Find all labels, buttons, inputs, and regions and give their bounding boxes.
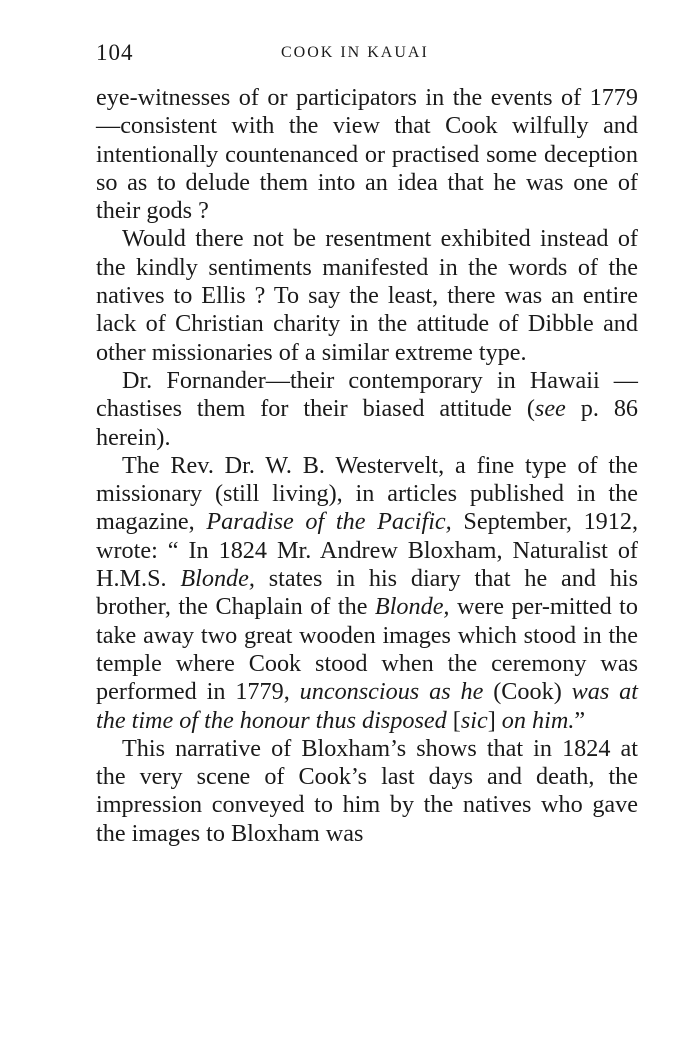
paragraph-4 — [96, 452, 638, 735]
paragraph-4-italic-quote-1: unconscious as he — [299, 678, 484, 706]
paragraph-4-italic-sic: sic — [460, 706, 488, 734]
paragraph-5: This narrative of Bloxham’s shows that in 1824 at the very scene of Cook’s last days and death, the impression conveyed to him by the natives who gave the images to Bloxham was — [96, 734, 638, 847]
paragraph-4-bracket-close: ] — [487, 706, 502, 734]
paragraph-4-italic-magazine: Paradise of the Pacific, — [206, 508, 452, 536]
paragraph-4-bracket-open: [ — [446, 706, 461, 734]
paragraph-4-italic-quote-2: was at the time of the honour thus disposed — [96, 678, 638, 734]
paragraph-4-text-c: September, 1912, wrote: “ In 1824 Mr. Andrew Bloxham, Naturalist of H.M.S. — [96, 508, 639, 593]
paragraph-4-italic-ship-1: Blonde, — [180, 565, 255, 593]
running-head-title: COOK IN KAUAI — [281, 44, 429, 61]
paragraph-4-close-quote: ” — [574, 706, 586, 734]
body-text — [96, 84, 638, 848]
paragraph-3 — [96, 367, 638, 452]
paragraph-4-text-e: states in his diary that he and his brother, the Chaplain of the — [96, 565, 638, 621]
book-page — [96, 40, 638, 848]
paragraph-4-italic-quote-3: on him. — [501, 706, 575, 734]
paragraph-4-text-a: The Rev. Dr. W. B. Westervelt, a fine type of the missionary (still living), in articles published in the magazine, — [96, 451, 638, 536]
paragraph-4-text-g: were per-mitted to take away two great wooden images which stood in the temple where Cook stood when the ceremony was performed in 1779, — [96, 593, 638, 706]
paragraph-3-text-end: p. 86 herein). — [96, 395, 639, 451]
paragraph-3-text: Dr. Fornander—their contemporary in Hawaii —chastises them for their biased attitude ( — [96, 366, 638, 423]
running-head — [96, 40, 638, 70]
paragraph-4-italic-ship-2: Blonde, — [374, 593, 450, 621]
paragraph-3-italic-see: see — [534, 395, 566, 423]
paragraph-2: Would there not be resentment exhibited instead of the kindly sentiments manifested in the words of the natives to Ellis ? To say the least, there was an entire lack of Christian charity in the attitude of Dibble and other missionaries of a similar extreme type. — [96, 225, 638, 366]
paragraph-1: eye-witnesses of or participators in the events of 1779—consistent with the view that Cook wilfully and intentionally countenanced or practised some deception so as to delude them into an idea that he was one of their gods ? — [96, 84, 638, 225]
paragraph-4-text-i: (Cook) — [483, 678, 572, 706]
page-number: 104 — [96, 40, 134, 65]
